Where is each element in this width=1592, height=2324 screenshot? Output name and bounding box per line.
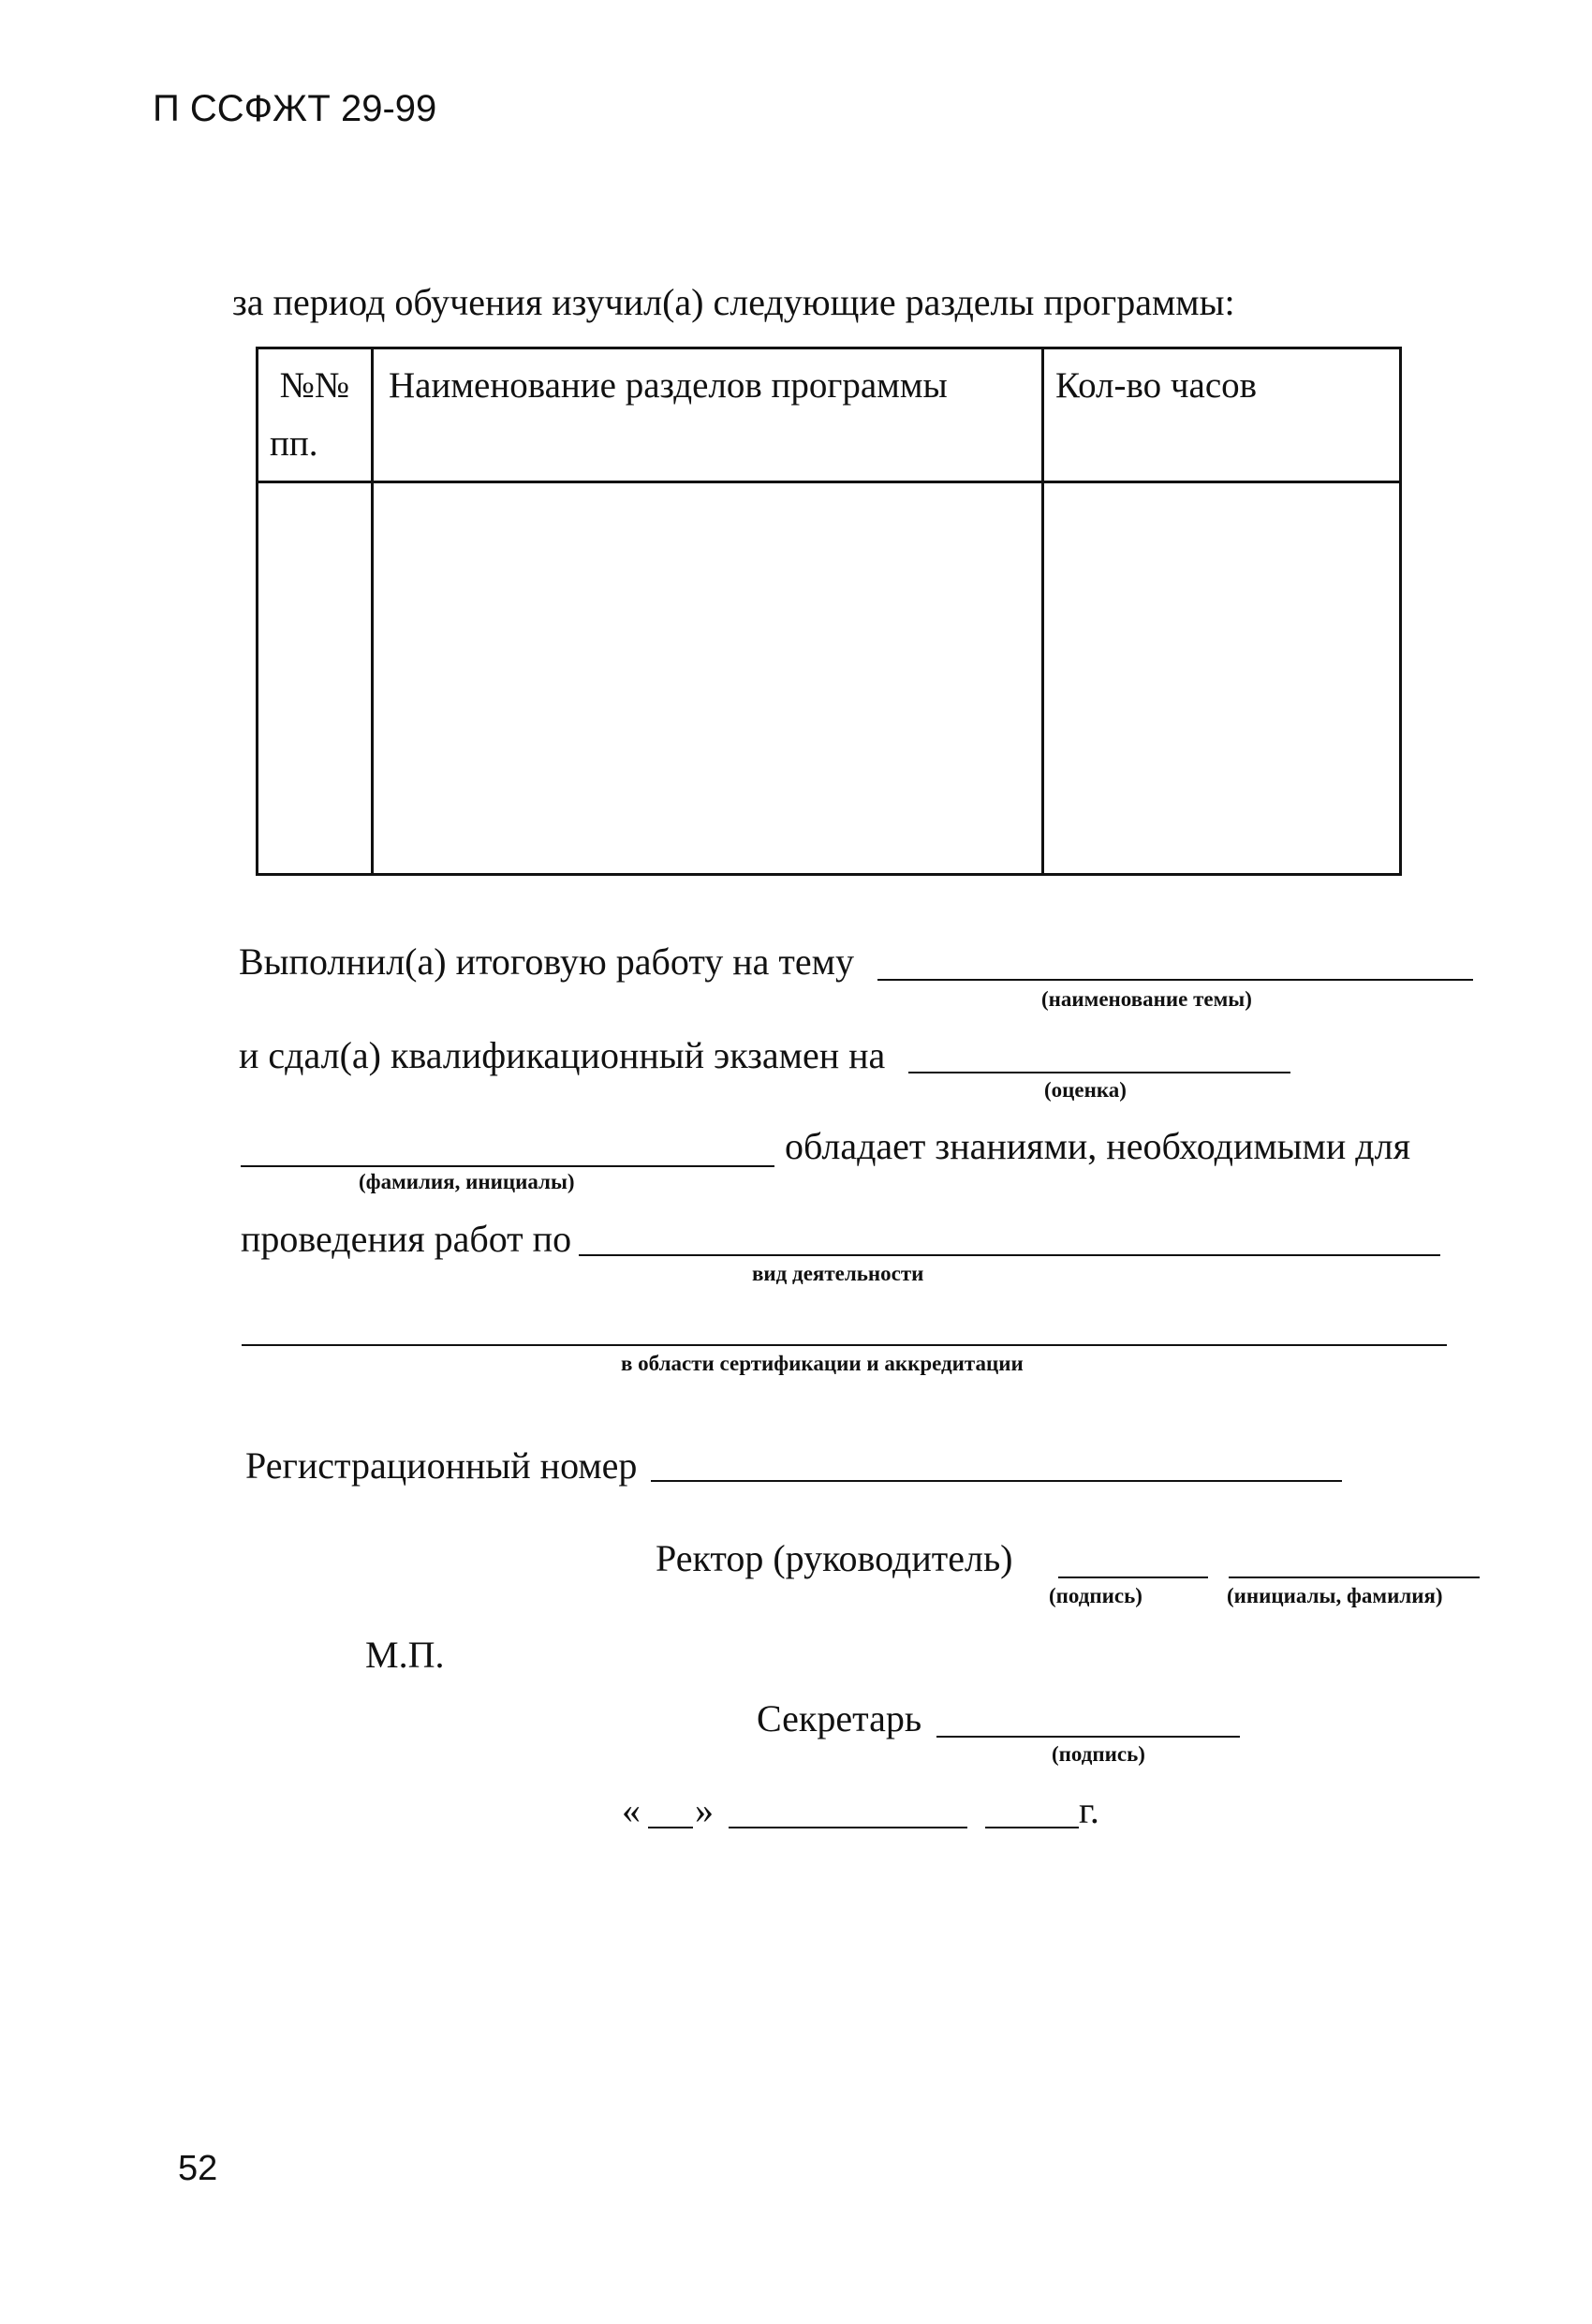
program-sections-table	[256, 347, 1402, 876]
rector-initials-field[interactable]	[1229, 1576, 1480, 1578]
thesis-caption: (наименование темы)	[1041, 987, 1252, 1011]
name-field[interactable]	[241, 1165, 774, 1167]
year-suffix: г.	[1079, 1789, 1099, 1831]
exam-grade-field[interactable]	[908, 1072, 1290, 1073]
secretary-signature-field[interactable]	[936, 1736, 1240, 1738]
table-header-row	[258, 348, 1401, 482]
column-header-number: №№ пп.	[258, 348, 373, 482]
exam-label: и сдал(а) квалификационный экзамен на	[239, 1034, 886, 1076]
date-open-quote: «	[622, 1789, 641, 1831]
knowledge-text: обладает знаниями, необходимыми для	[785, 1125, 1410, 1167]
certification-caption: в области сертификации и аккредитации	[621, 1352, 1024, 1375]
registration-number-field[interactable]	[651, 1480, 1342, 1482]
date-year-field[interactable]	[985, 1827, 1079, 1828]
exam-caption: (оценка)	[1044, 1078, 1127, 1102]
rector-signature-field[interactable]	[1058, 1576, 1208, 1578]
table-row	[258, 482, 1401, 875]
secretary-label: Секретарь	[757, 1697, 922, 1739]
name-caption: (фамилия, инициалы)	[359, 1170, 575, 1193]
date-month-field[interactable]	[729, 1827, 967, 1828]
stamp-place: М.П.	[365, 1634, 445, 1676]
table-cell-number[interactable]	[258, 482, 373, 875]
intro-text: за период обучения изучил(а) следующие разделы программы:	[232, 281, 1235, 323]
secretary-caption: (подпись)	[1052, 1742, 1145, 1766]
document-code: П ССФЖТ 29-99	[153, 88, 437, 129]
page-number: 52	[178, 2149, 218, 2188]
activity-caption: вид деятельности	[752, 1262, 924, 1285]
column-header-hours: Кол-во часов	[1043, 348, 1401, 482]
rector-label: Ректор (руководитель)	[656, 1537, 1013, 1579]
table-cell-section-name[interactable]	[373, 482, 1043, 875]
registration-label: Регистрационный номер	[245, 1444, 638, 1487]
activity-field[interactable]	[579, 1254, 1440, 1256]
date-day-field[interactable]	[648, 1827, 693, 1828]
date-close-quote: »	[695, 1789, 714, 1831]
certification-field[interactable]	[242, 1344, 1447, 1346]
table-cell-hours[interactable]	[1043, 482, 1401, 875]
rector-initials-caption: (инициалы, фамилия)	[1227, 1584, 1443, 1607]
column-header-section-name: Наименование разделов программы	[373, 348, 1043, 482]
works-label: проведения работ по	[241, 1218, 572, 1260]
thesis-label: Выполнил(а) итоговую работу на тему	[239, 940, 854, 983]
rector-signature-caption: (подпись)	[1049, 1584, 1142, 1607]
thesis-topic-field[interactable]	[877, 979, 1473, 981]
